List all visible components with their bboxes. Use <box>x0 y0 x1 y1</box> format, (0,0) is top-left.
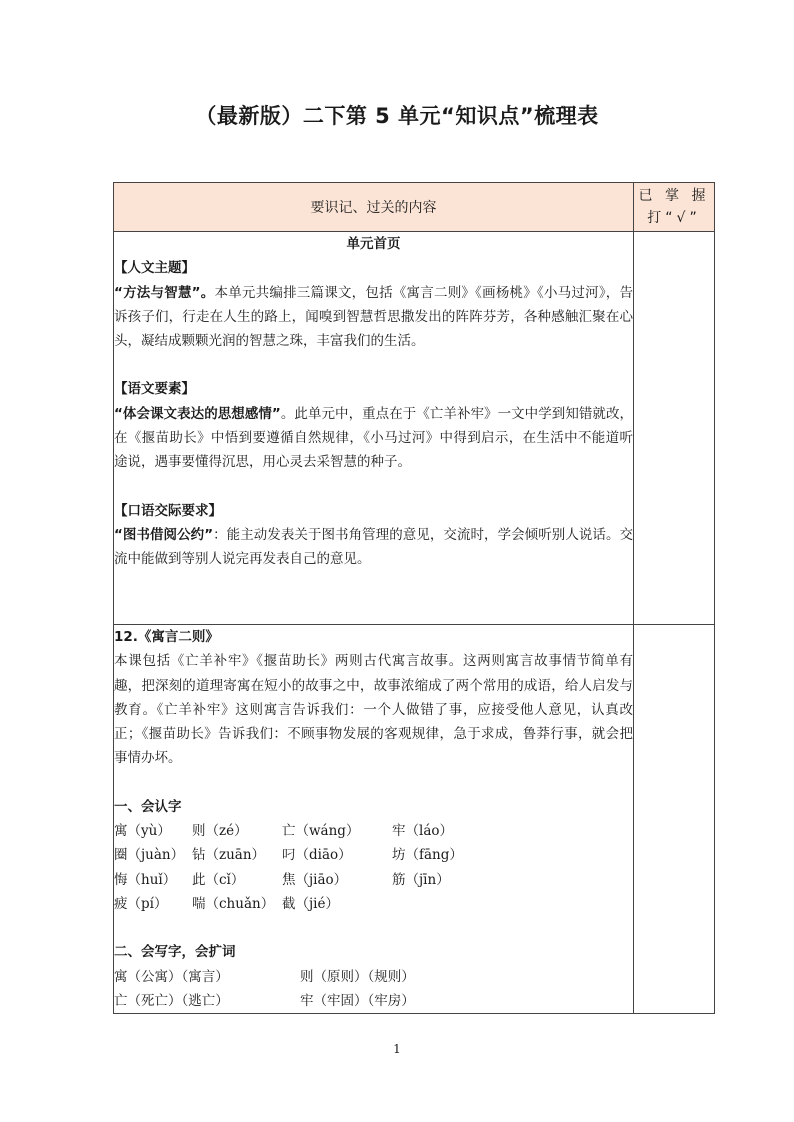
page-number: 1 <box>393 1042 401 1056</box>
theme-paragraph <box>114 281 633 354</box>
recognize-row <box>114 843 633 867</box>
word-expansion: 亡（死亡）（逃亡） <box>114 992 229 1009</box>
mastered-cell-lesson-12[interactable] <box>634 625 715 1014</box>
table-header-row <box>114 183 715 232</box>
oral-label: 【口语交际要求】 <box>114 502 222 519</box>
char-pinyin: 筋（jīn） <box>392 871 450 888</box>
table-row-lesson-12 <box>114 625 715 1014</box>
char-pinyin: 悔（huǐ） <box>114 871 177 888</box>
lesson-heading: 12.《寓言二则》 <box>114 629 219 645</box>
write-row <box>114 965 633 989</box>
char-pinyin: 此（cǐ） <box>192 871 245 888</box>
word-expansion: 寓（公寓）（寓言） <box>114 968 229 985</box>
header-mastered: 已 掌 握 打“√” <box>634 183 715 232</box>
char-pinyin: 寓（yù） <box>114 823 171 840</box>
language-text: 。此单元中，重点在于《亡羊补牢》一文中学到知错就改，在《揠苗助长》中悟到要遵循自然规律，《小马过河》中得到启示，在生活中不能道听途说，遇事要懂得沉思，用心灵去采智慧的种子。 <box>114 405 634 471</box>
char-pinyin: 疲（pí） <box>114 895 168 912</box>
char-pinyin <box>392 892 492 916</box>
char-pinyin: 叼（diāo） <box>282 847 352 864</box>
char-pinyin: 焦（jiāo） <box>282 871 348 888</box>
language-label: 【语文要素】 <box>114 381 195 398</box>
write-row <box>114 989 633 1013</box>
recognize-row <box>114 819 633 843</box>
theme-label: 【人文主题】 <box>114 260 195 277</box>
table-row-unit-page <box>114 232 715 625</box>
page-title: （最新版）二下第 5 单元“知识点”梳理表 <box>195 104 599 128</box>
knowledge-table <box>113 182 715 1014</box>
char-pinyin: 圈（juàn） <box>114 847 185 864</box>
lesson-intro: 本课包括《亡羊补牢》《揠苗助长》两则古代寓言故事。这两则寓言故事情节简单有趣，把深刻的道理寄寓在短小的故事之中，故事浓缩成了两个常用的成语，给人启发与教育。《亡羊补牢》这则寓言告诉我们：一个人做错了事，应接受他人意见，认真改正；《揠苗助长》告诉我们：不顾事物发展的客观规律，急于求成，鲁莽行事，就会把事情办坏。 <box>114 653 633 767</box>
language-bold: “体会课文表达的思想感情” <box>114 405 281 422</box>
theme-text: 本单元共编排三篇课文，包括《寓言二则》《画杨桃》《小马过河》，告诉孩子们，行走在人生的路上，闻嗅到智慧哲思撒发出的阵阵芬芳，各种感触汇聚在心头，凝结成颗颗光润的智慧之珠，丰富我们的生活。 <box>114 284 634 350</box>
theme-bold: “方法与智慧”。 <box>114 284 215 301</box>
recognize-row <box>114 892 633 916</box>
recognize-heading: 一、会认字 <box>114 798 182 815</box>
char-pinyin: 喘（chuǎn） <box>192 895 275 912</box>
char-pinyin: 坊（fāng） <box>392 847 463 864</box>
oral-paragraph <box>114 523 633 572</box>
word-expansion: 牢（牢固）（牢房） <box>300 992 415 1009</box>
char-pinyin: 钻（zuān） <box>192 847 266 864</box>
header-content: 要识记、过关的内容 <box>114 183 634 232</box>
char-pinyin: 截（jié） <box>282 895 339 912</box>
word-expansion: 则（原则）（规则） <box>300 968 415 985</box>
write-heading: 二、会写字，会扩词 <box>114 944 236 961</box>
recognize-row <box>114 868 633 892</box>
char-pinyin: 亡（wáng） <box>282 823 360 840</box>
language-paragraph <box>114 402 633 475</box>
oral-bold: “图书借阅公约” <box>114 526 214 543</box>
char-pinyin: 牢（láo） <box>392 823 453 840</box>
unit-page-heading: 单元首页 <box>346 236 401 252</box>
char-pinyin: 则（zé） <box>192 823 248 840</box>
oral-text: ：能主动发表关于图书角管理的意见，交流时，学会倾听别人说话。交流中能做到等别人说完再发表自己的意见。 <box>114 526 634 568</box>
mastered-cell-unit-page[interactable] <box>634 232 715 625</box>
